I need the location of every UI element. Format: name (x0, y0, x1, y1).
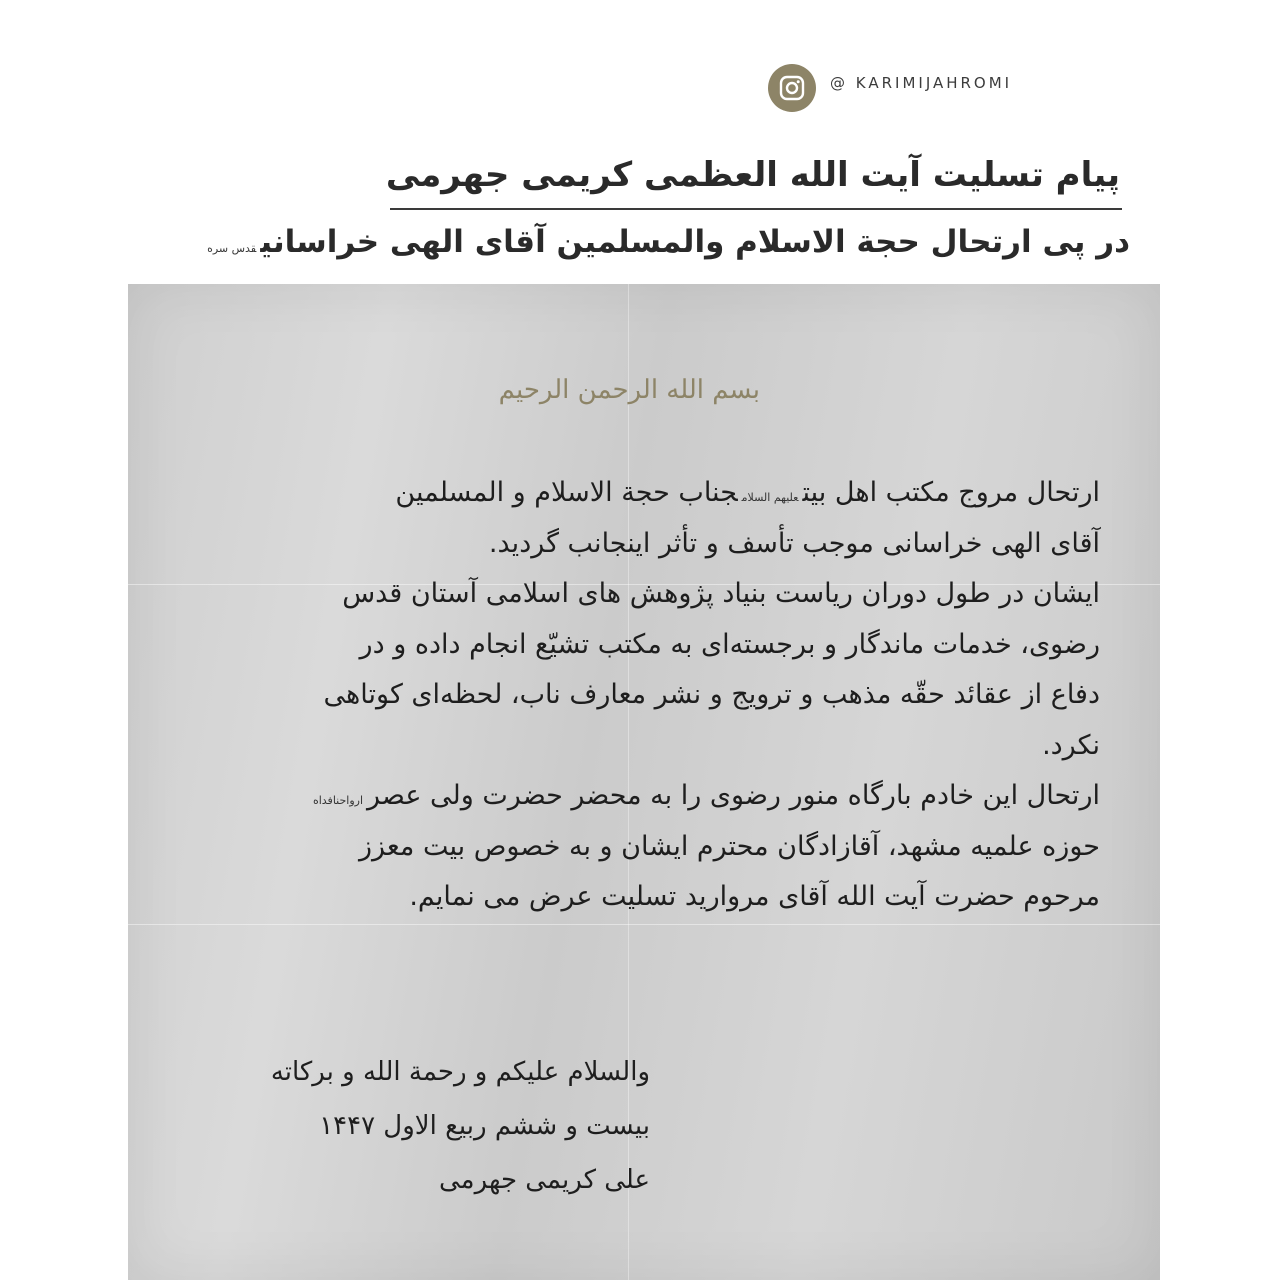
body-line (180, 771, 1100, 822)
subtitle-text: در پی ارتحال حجة الاسلام والمسلمین آقای الهی خراسانی (260, 224, 1130, 260)
body-line: آقای الهی خراسانی موجب تأسف و تأثر اینجانب گردید. (488, 527, 1100, 559)
letter-body (180, 468, 1100, 923)
page-title: پیام تسلیت آیت الله العظمی کریمی جهرمی (385, 155, 1120, 195)
subtitle-honorific: قدس سره (207, 242, 257, 255)
signature: علی کریمی جهرمی (439, 1165, 650, 1195)
letter-date: بیست و ششم ربیع الاول ۱۴۴۷ (319, 1111, 650, 1141)
body-text: جناب حجة الاسلام و المسلمین (395, 477, 738, 508)
paper-fold (128, 924, 1160, 925)
title-divider (390, 208, 1122, 210)
body-line: ایشان در طول دوران ریاست بنیاد پژوهش های اسلامی آستان قدس (342, 578, 1100, 609)
body-line (180, 468, 1100, 519)
salutation: والسلام علیکم و رحمة الله و برکاته (270, 1057, 650, 1087)
body-text: ارتحال مروج مکتب اهل بیت (802, 477, 1100, 508)
instagram-handle: @ KARIMIJAHROMI (830, 74, 1013, 92)
body-line: نکرد. (1042, 729, 1100, 761)
body-line: دفاع از عقائد حقّه مذهب و ترویج و نشر معارف ناب، لحظه‌ای کوتاهی (323, 679, 1100, 710)
letter-closing (190, 1045, 650, 1207)
body-line: رضوی، خدمات ماندگار و برجسته‌ای به مکتب تشیّع انجام داده و در (359, 628, 1100, 660)
honorific-note: ارواحنافداه (312, 794, 364, 807)
basmala-calligraphy: بسم الله الرحمن الرحیم (498, 375, 760, 405)
instagram-icon (768, 64, 816, 112)
page-subtitle (140, 214, 1130, 277)
body-line: مرحوم حضرت آیت الله آقای مروارید تسلیت عرض می نمایم. (409, 881, 1100, 912)
body-text: ارتحال این خادم بارگاه منور رضوی را به محضر حضرت ولی عصر (367, 780, 1100, 811)
body-line: حوزه علمیه مشهد، آقازادگان محترم ایشان و به خصوص بیت معزز (358, 830, 1100, 862)
honorific-note: علیهم السلام (741, 491, 799, 504)
